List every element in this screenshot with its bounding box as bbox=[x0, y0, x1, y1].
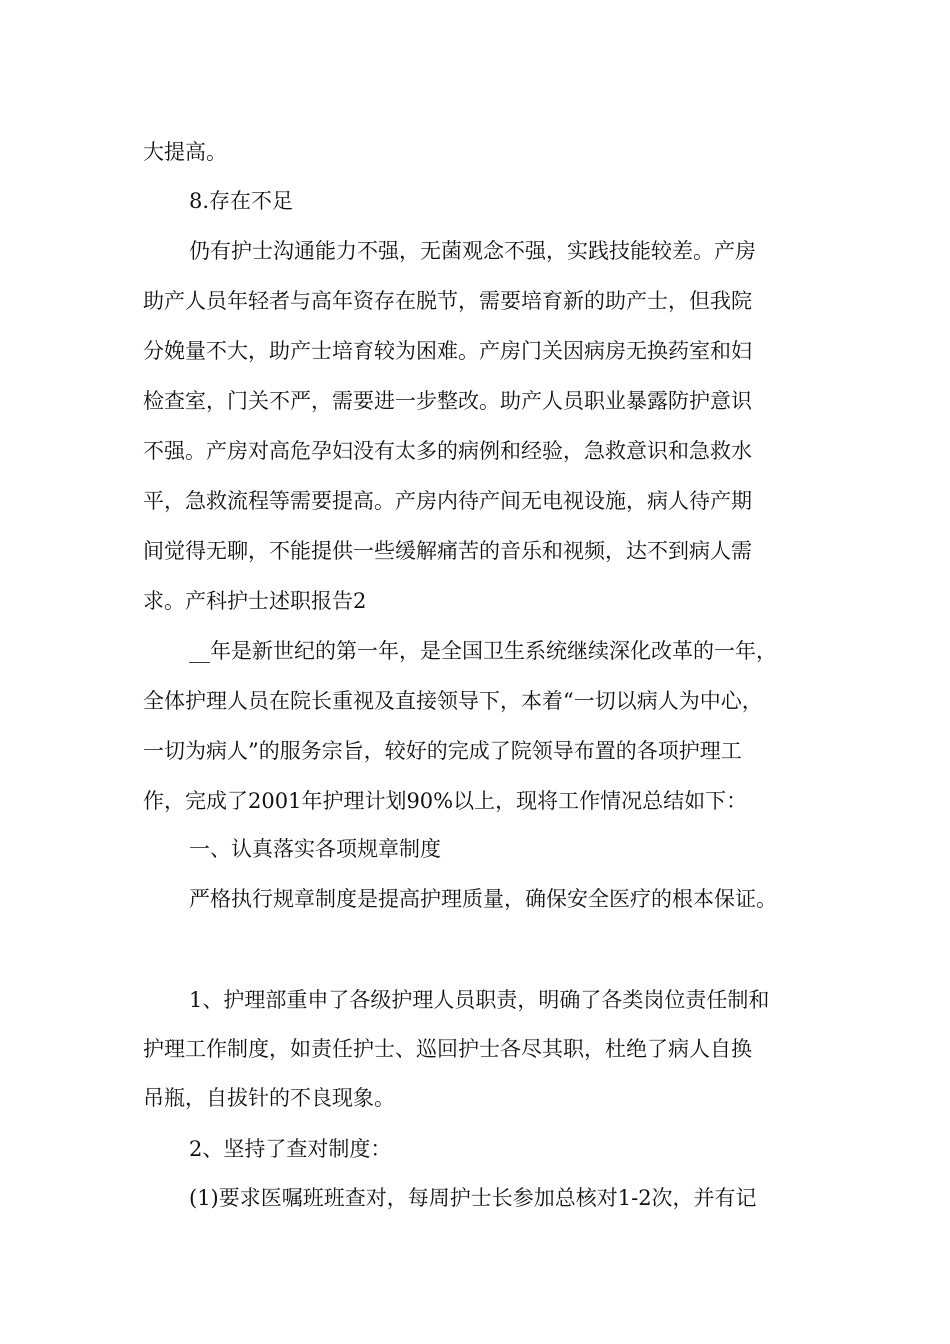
text-line: 检查室，门关不严，需要进一步整改。助产人员职业暴露防护意识 bbox=[143, 389, 752, 413]
text-line: 求。产科护士述职报告2 bbox=[143, 589, 367, 613]
text-line: 仍有护士沟通能力不强，无菌观念不强，实践技能较差。产房 bbox=[189, 239, 756, 263]
text-line: 分娩量不大，助产士培育较为困难。产房门关因病房无换药室和妇 bbox=[143, 339, 752, 363]
text-line: __年是新世纪的第一年，是全国卫生系统继续深化改革的一年， bbox=[189, 639, 777, 663]
text-line: 全体护理人员在院长重视及直接领导下，本着“一切以病人为中心， bbox=[143, 689, 763, 713]
text-line: 护理工作制度，如责任护士、巡回护士各尽其职，杜绝了病人自换 bbox=[143, 1037, 752, 1061]
text-line: 不强。产房对高危孕妇没有太多的病例和经验，急救意识和急救水 bbox=[143, 439, 752, 463]
section-heading: 一、认真落实各项规章制度 bbox=[189, 837, 441, 861]
text-line: 作，完成了2001年护理计划90%以上，现将工作情况总结如下： bbox=[143, 789, 748, 813]
text-line: 平，急救流程等需要提高。产房内待产间无电视设施，病人待产期 bbox=[143, 489, 752, 513]
text-line: 1、护理部重申了各级护理人员职责，明确了各类岗位责任制和 bbox=[189, 988, 770, 1012]
text-line: 严格执行规章制度是提高护理质量，确保安全医疗的根本保证。 bbox=[189, 887, 777, 911]
text-line: 一切为病人”的服务宗旨，较好的完成了院领导布置的各项护理工 bbox=[143, 739, 742, 763]
text-line: 吊瓶，自拔针的不良现象。 bbox=[143, 1086, 395, 1110]
text-line: 2、坚持了查对制度： bbox=[189, 1137, 392, 1161]
text-line: 助产人员年轻者与高年资存在脱节，需要培育新的助产士，但我院 bbox=[143, 289, 752, 313]
text-line: 间觉得无聊，不能提供一些缓解痛苦的音乐和视频，达不到病人需 bbox=[143, 539, 752, 563]
text-line: 大提高。 bbox=[143, 140, 227, 164]
text-line: (1)要求医嘱班班查对，每周护士长参加总核对1-2次，并有记 bbox=[189, 1186, 757, 1210]
section-heading: 8.存在不足 bbox=[189, 189, 294, 213]
